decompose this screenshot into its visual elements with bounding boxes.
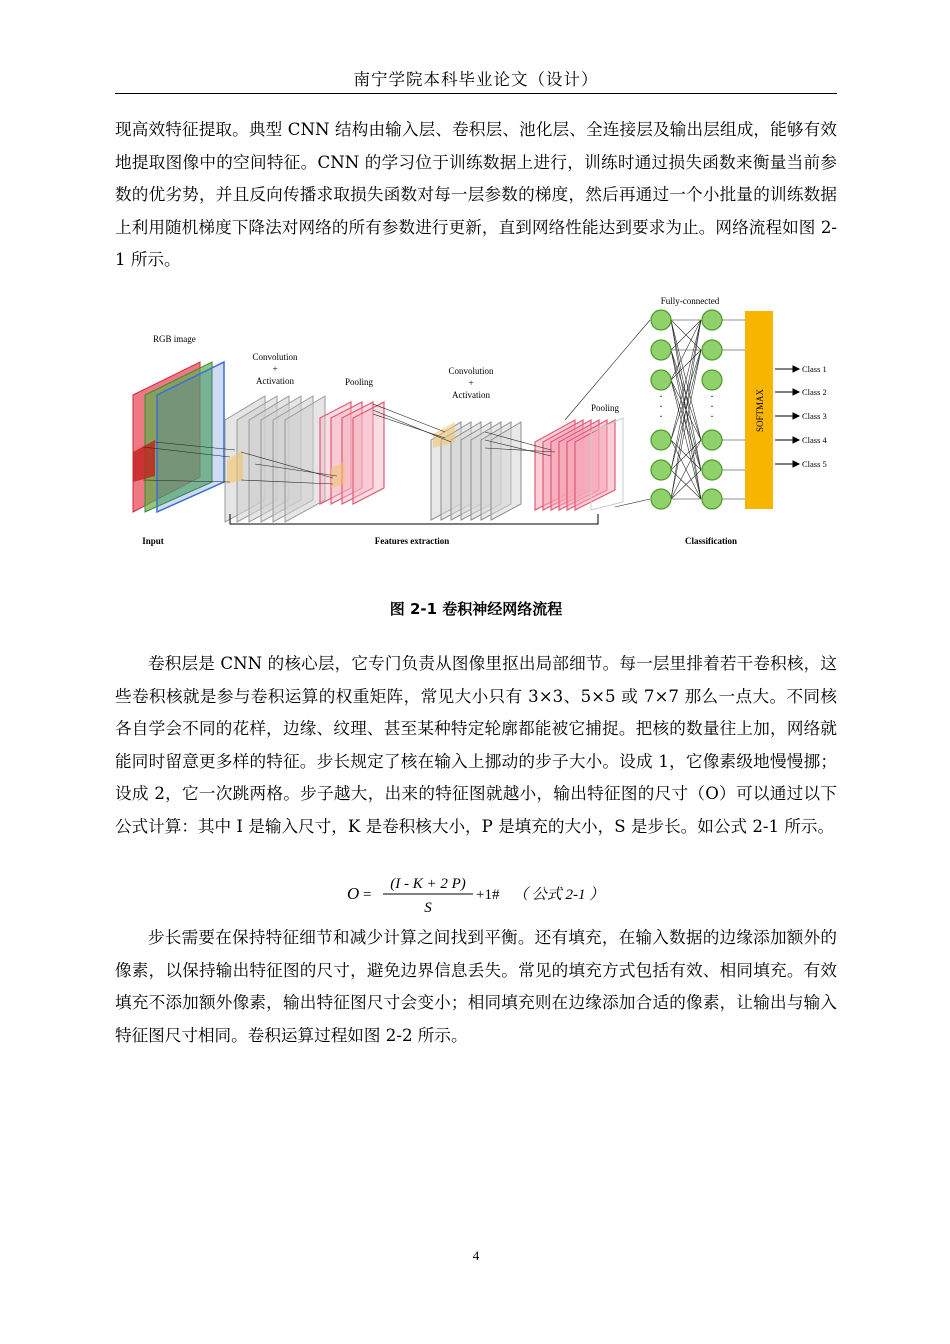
svg-text:·: ·: [710, 389, 714, 403]
label-softmax: SOFTMAX: [755, 388, 765, 432]
paragraph-stride-padding: 步长需要在保持特征细节和减少计算之间找到平衡。还有填充，在输入数据的边缘添加额外的像素，以保持输出特征图的尺寸，避免边界信息丢失。常见的填充方式包括有效、相同填充。有效填充不添加额外像素，输出特征图尺寸会变小；相同填充则在边缘添加合适的像素，让输出与输入特征图尺寸相同。卷积运算过程如图 2-2 所示。: [115, 928, 837, 1045]
label-conv1-c: Activation: [256, 376, 294, 386]
input-rgb-planes: [133, 362, 224, 512]
label-pool2: Pooling: [590, 403, 620, 413]
page-number: 4: [472, 1248, 480, 1263]
formula-denominator: S: [424, 900, 432, 916]
svg-text:·: ·: [710, 399, 714, 413]
pool1-feature-maps: [320, 402, 384, 504]
label-conv1-a: Convolution: [252, 352, 298, 362]
label-features-extraction: Features extraction: [374, 536, 450, 546]
label-rgb-image: RGB image: [153, 334, 196, 344]
formula-numerator: (I - K + 2 P): [390, 876, 466, 892]
label-conv2-b: +: [468, 378, 474, 388]
label-conv2-a: Convolution: [448, 366, 494, 376]
label-conv1-b: +: [272, 364, 278, 374]
paragraph-cnn-structure: 现高效特征提取。典型 CNN 结构由输入层、卷积层、池化层、全连接层及输出层组成，能够有效地提取图像中的空间特征。CNN 的学习位于训练数据上进行，训练时通过损失函数来衡量当前参数的优劣势，并且反向传播求取损失函数对每一层参数的梯度，然后再通过一个小批量的训练数据上利用随机梯度下降法对网络的所有参数进行更新，直到网络性能达到要求为止。网络流程如图 2-1 所示。: [115, 120, 837, 269]
label-pool1: Pooling: [344, 377, 374, 387]
figure-caption: 图 2-1 卷积神经网络流程: [389, 600, 563, 618]
label-fully-connected: Fully-connected: [660, 296, 720, 306]
label-conv2-c: Activation: [452, 390, 490, 400]
formula-label: （ 公式 2-1 ）: [513, 887, 605, 903]
pool2-feature-maps: [535, 420, 615, 510]
class-label: Class 4: [802, 435, 827, 445]
header-rule: [115, 93, 837, 94]
class-labels: [802, 364, 828, 469]
formula-lhs: O: [347, 884, 360, 903]
class-label: Class 1: [802, 364, 827, 374]
svg-text:·: ·: [659, 389, 663, 403]
class-arrows: [775, 366, 799, 467]
formula-equals: =: [363, 887, 372, 903]
svg-text:·: ·: [659, 399, 663, 413]
figure-cnn-pipeline: [115, 292, 837, 562]
formula-tail: +1#: [476, 887, 500, 903]
running-header: 南宁学院本科毕业论文（设计）: [353, 70, 599, 89]
class-label: Class 3: [802, 411, 827, 421]
label-input: Input: [142, 536, 164, 546]
label-classification: Classification: [684, 536, 738, 546]
class-label: Class 2: [802, 387, 827, 397]
class-label: Class 5: [802, 459, 827, 469]
cnn-pipeline-diagram: [115, 292, 837, 562]
svg-text:·: ·: [659, 409, 663, 423]
paragraph-conv-layer: 卷积层是 CNN 的核心层，它专门负责从图像里抠出局部细节。每一层里排着若干卷积核，这些卷积核就是参与卷积运算的权重矩阵，常见大小只有 3×3、5×5 或 7×7 那么一点大。不同核各自学会不同的花样，边缘、纹理、甚至某种特定轮廓都能被它捕捉。把核的数量往上加，网络就能同时留意更多样的特征。步长规定了核在输入上挪动的步子大小。设成 1，它像素级地慢慢挪；设成 2，它一次跳两格。步子越大，出来的特征图就越小，输出特征图的尺寸（O）可以通过以下公式计算：其中 I 是输入尺寸，K 是卷积核大小，P 是填充的大小，S 是步长。如公式 2-1 所示。: [115, 654, 837, 836]
formula-2-1: [115, 868, 837, 920]
svg-text:·: ·: [710, 409, 714, 423]
